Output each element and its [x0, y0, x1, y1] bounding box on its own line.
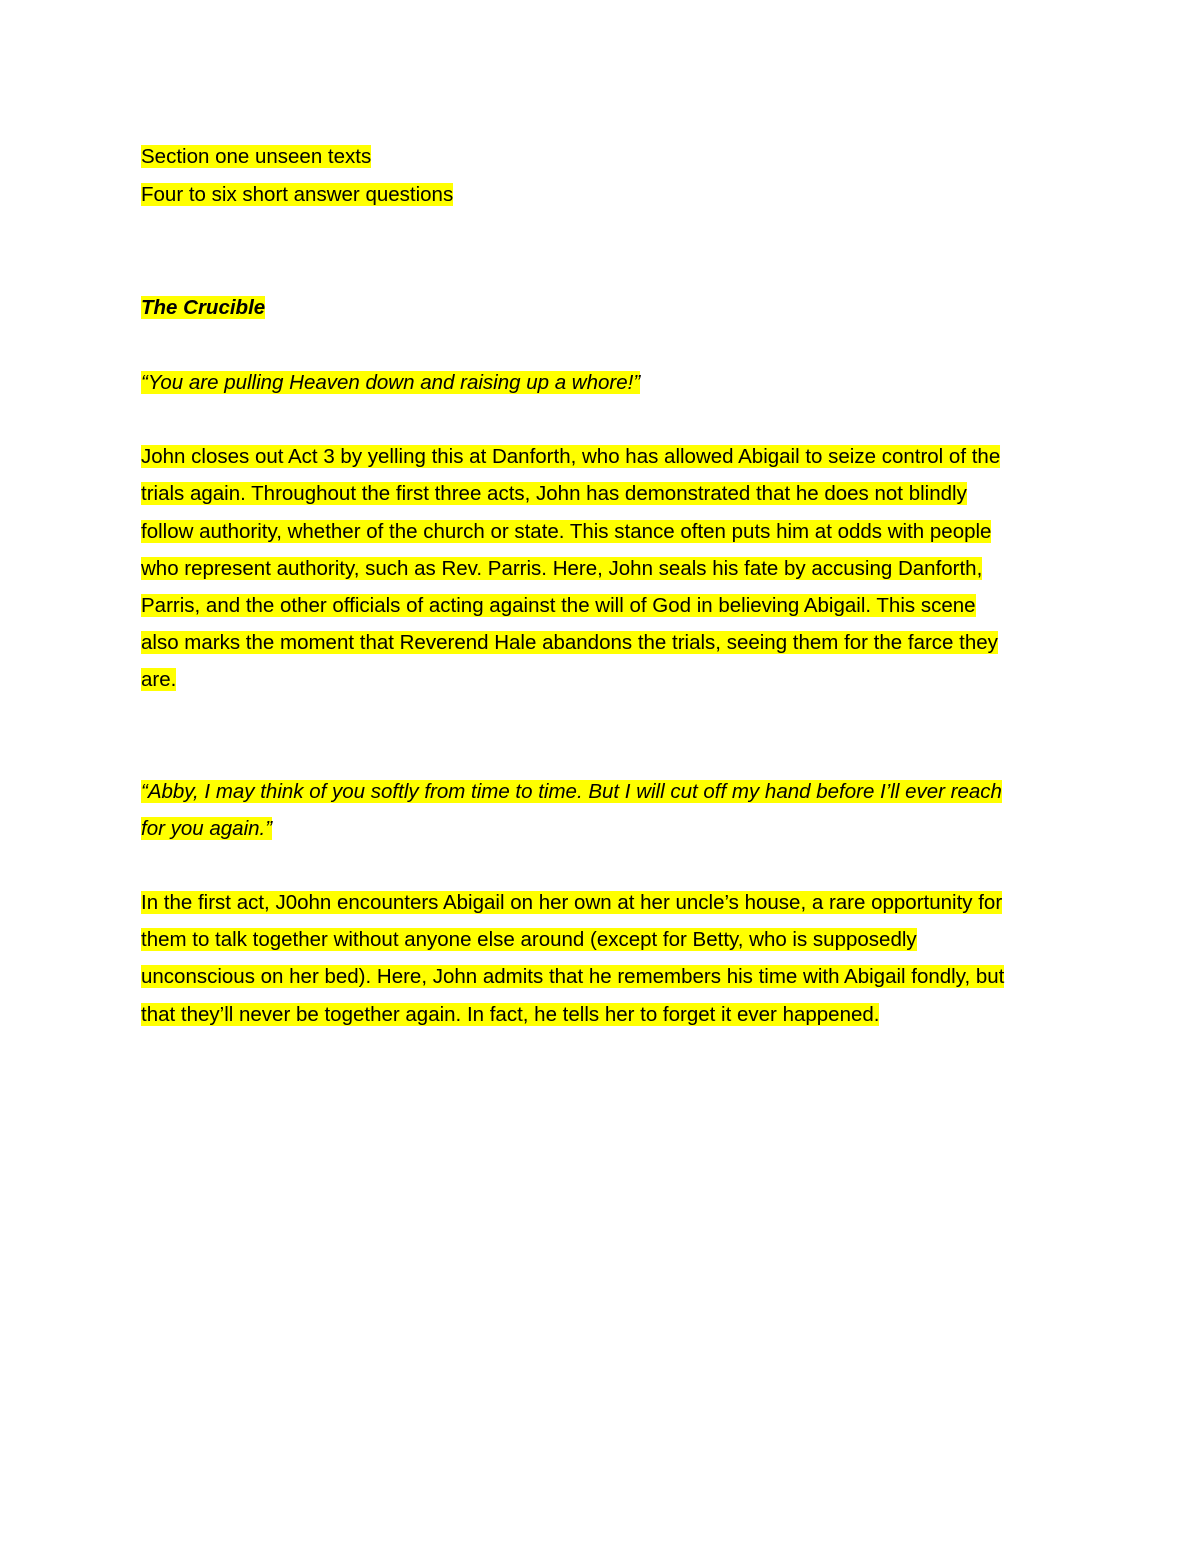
paragraph-line-text: John closes out Act 3 by yelling this at Danforth, who has allowed Abigail to seize control of the	[141, 445, 1001, 469]
paragraph-line-text: follow authority, whether of the church or state. This stance often puts him at odds with people	[141, 519, 992, 543]
paragraph-line-text: Parris, and the other officials of acting against the will of God in believing Abigail. This scene	[141, 594, 976, 618]
paragraph-line-text: them to talk together without anyone else around (except for Betty, who is supposedly	[141, 928, 917, 952]
document-title	[141, 289, 1066, 327]
quote-block	[141, 773, 1066, 847]
paragraph-line	[141, 884, 1066, 921]
paragraph-line	[141, 958, 1066, 995]
paragraph-line	[141, 587, 1066, 624]
quote-line	[141, 810, 1066, 847]
header-line	[141, 176, 1066, 214]
paragraph-line	[141, 996, 1066, 1033]
paragraph	[141, 438, 1066, 698]
paragraph-line-text: also marks the moment that Reverend Hale abandons the trials, seeing them for the farce they	[141, 631, 998, 655]
paragraph-line	[141, 513, 1066, 550]
quote-line	[141, 364, 1066, 401]
paragraph-line	[141, 661, 1066, 698]
paragraph-line-text: unconscious on her bed). Here, John admits that he remembers his time with Abigail fondly, but	[141, 965, 1005, 989]
paragraph	[141, 884, 1066, 1033]
header-line-text: Section one unseen texts	[141, 145, 372, 168]
paragraph-line-text: are.	[141, 668, 177, 692]
document-body	[141, 138, 1066, 1033]
paragraph-line-text: trials again. Throughout the first three acts, John has demonstrated that he does not blindly	[141, 482, 967, 506]
quote-line	[141, 773, 1066, 810]
paragraph-line	[141, 475, 1066, 512]
paragraph-line-text: In the first act, J0ohn encounters Abigail on her own at her uncle’s house, a rare opportunity for	[141, 891, 1003, 915]
paragraph-line-text: who represent authority, such as Rev. Parris. Here, John seals his fate by accusing Danforth,	[141, 556, 983, 580]
paragraph-line	[141, 438, 1066, 475]
header-block	[141, 138, 1066, 214]
quote-line-text: “You are pulling Heaven down and raising up a whore!”	[141, 371, 641, 394]
quote-block	[141, 364, 1066, 401]
paragraph-line	[141, 550, 1066, 587]
header-line	[141, 138, 1066, 176]
quote-line-text: for you again.”	[141, 816, 273, 840]
paragraph-line	[141, 921, 1066, 958]
paragraph-line	[141, 624, 1066, 661]
header-line-text: Four to six short answer questions	[141, 183, 454, 206]
paragraph-line-text: that they’ll never be together again. In fact, he tells her to forget it ever happened.	[141, 1002, 880, 1026]
quote-line-text: “Abby, I may think of you softly from time to time. But I will cut off my hand before I’ll ever reach	[141, 779, 1002, 803]
title-text: The Crucible	[141, 296, 266, 319]
